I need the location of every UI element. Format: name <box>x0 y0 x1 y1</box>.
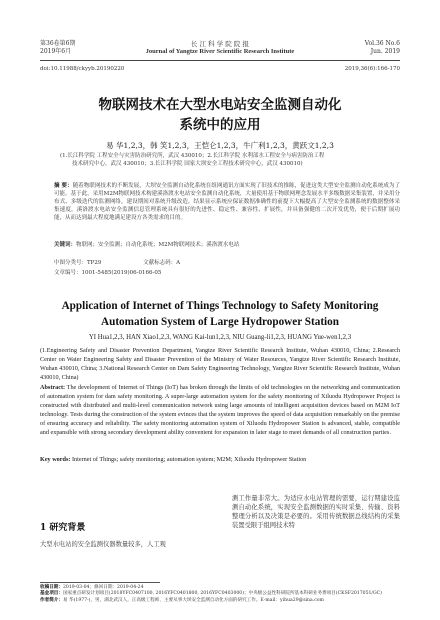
title-cn-line-2: 系统中的应用 <box>179 117 261 133</box>
header-month: Jun. 2019 <box>370 48 400 55</box>
section-1-title: 1 研究背景 <box>40 523 86 533</box>
header-divider <box>40 60 400 61</box>
journal-name-en: Journal of Yangtze River Scientific Research Institute <box>145 48 295 55</box>
document-code: 文献标志码：A <box>143 260 181 266</box>
header-journal <box>120 40 320 56</box>
keywords-en-label: Key words: <box>40 456 71 463</box>
affiliation-cn-line-2: 技术研究中心，武汉 430010；3.长江科学院 国家大坝安全工程技术研究中心，武汉 430010) <box>72 161 303 167</box>
header-vol-no: Vol.36 No.6 <box>364 40 400 47</box>
abstract-cn-text: 随着物联网技术的不断发展，大坝安全监测自动化系统在组网通讯方面实现了旧技术的推陈，促进这类大型安全监测自动化系统成为了可能。基于此，采用M2M物联网技术构建溪洛渡水电站安全监测自动化系统，大量使用基于物联网理念发展水平多级数据采集装置，并采用分布式、多级迭代的监测网络，建设期间对系统升级改造，结果显示系统应保证数据准确性的前提下大幅提高了大型安全监测系统的数据整体采集速度。溪洛渡水电站安全监测信息管理系统具有很好的先进性、稳定性、兼容性、扩展性，并具备强健的二次开发优势，便于后期扩展功能，从而达到最大程度地满足建设方各类需求的目的。 <box>54 183 400 221</box>
footnote-funding-label: 基金项目： <box>40 591 63 597</box>
authors-cn: 易 华1,2,3，韩 笑1,2,3，王恺仑1,2,3，牛广利1,2,3，黄跃文1,2,3 <box>106 141 334 150</box>
body-right-column: 测工作量非常大。为适应水电站管理的需要，运行期建设监测自动化系统，实现安全监测数据的实时采集、传输、资料整理分析以及决策是必要的。采用传统数据总线结构的采集装置受限于组网技术特 <box>232 495 400 529</box>
footnote-divider <box>40 582 160 583</box>
abstract-en <box>40 383 400 437</box>
page-range: 2019,36(6):166-170 <box>344 66 400 72</box>
title-cn <box>60 95 380 135</box>
abstract-en-label: Abstract: <box>40 384 66 391</box>
abstract-en-text: The development of Internet of Things (IoT) has broken through the limits of old technologies on the networking and communication of automation system for dam safety monitoring. A super-large automation system for the safety monitoring of Xiluodu Hydropower Project is constructed with distributed and multi-level communication network using large amounts of intelligent acquisition devices based on M2M IoT technology. Tests during the construction of the system evinces that the system improves the speed of data acquisition remarkably on the premise of ensuring accuracy and reliability. The safety monitoring automation system of Xiluodu Hydropower Station is advanced, stable, compatible and expansible with strong secondary development ability convenient for expansion in later stage to meet demands of all construction parties. <box>40 384 400 436</box>
abstract-cn <box>54 182 400 222</box>
footnote-author <box>40 598 400 604</box>
footnote-author-text: 易 华(1977-)，男，湖北武汉人，正高级工程师，主要从事大坝安全监测自动化方面的研究工作。E-mail：yihua29@sina.com <box>62 597 324 603</box>
footnote-received-label: 收稿日期： <box>40 585 63 590</box>
affiliation-cn-line-1: (1.长江科学院 工程安全与灾害防治研究所，武汉 430010；2.长江科学院 水利部水工程安全与病害防治工程 <box>60 153 325 159</box>
header-volume-issue: 第36卷第6期 <box>40 40 76 47</box>
footnote-received-text: 2019-03-04；修回日期：2019-04-24 <box>62 585 144 590</box>
classification-line <box>54 258 220 266</box>
title-en-line-2: Automation System of Large Hydropower Station <box>101 316 339 328</box>
clc-code: 中图分类号：TP29 <box>54 260 102 266</box>
keywords-cn-text: 物联网；安全监测；自动化系统；M2M物联网技术；溪洛渡水电站 <box>76 242 240 248</box>
title-en <box>40 298 400 330</box>
section-1-text: 大型水电站的安全监测仪器数量较多，人工观 <box>40 541 166 548</box>
header-date: 2019年6月 <box>40 48 72 55</box>
footnotes <box>40 585 400 604</box>
affiliations-cn <box>60 152 380 168</box>
header-volume <box>40 40 75 56</box>
affiliations-en: (1.Engineering Safety and Disaster Prevention Department, Yangtze River Scientific Research Institute, Wuhan 430010, China; 2.Research Center on Water Engineering Safety and Disaster Prevention of the Ministry of Water Resources, Yangtze River Scientific Research Institute, Wuhan 430010, China; 3.National Research Center on Dam Safety Engineering Technology, Yangtze River Scientific Research Institute, Wuhan 430010, China) <box>40 347 400 381</box>
footnote-author-label: 作者简介： <box>40 597 63 603</box>
title-cn-line-1: 物联网技术在大型水电站安全监测自动化 <box>98 97 342 113</box>
keywords-en <box>40 455 400 464</box>
title-en-line-1: Application of Internet of Things Technology to Safety Monitoring <box>61 300 379 312</box>
header-volume-en <box>365 40 400 56</box>
article-number: 文章编号：1001-5485(2019)06-0166-05 <box>54 270 162 276</box>
doi-link[interactable]: doi:10.11988/ckyyb.20190220 <box>40 66 125 72</box>
footnote-funding-text: 国家重点研发计划项目(2018YFC0407100, 2016YFC0401800, 2016YFC0403000)；中央级公益性科研院所基本科研业务费项目(CKSF2017051/GC) <box>62 591 382 597</box>
authors-en: YI Hua1,2,3, HAN Xiao1,2,3, WANG Kai-lun1,2,3, NIU Guang-li1,2,3, HUANG Yue-wen1,2,3 <box>88 334 352 341</box>
journal-name-cn: 长 江 科 学 院 院 报 <box>191 40 249 48</box>
keywords-en-text: Internet of Things; safety monitoring; automation system; M2M; Xiluodu Hydropower Station <box>71 456 307 463</box>
keywords-cn-label: 关键词： <box>54 242 77 248</box>
abstract-cn-label: 摘 要： <box>54 183 73 189</box>
keywords-cn <box>54 241 400 249</box>
